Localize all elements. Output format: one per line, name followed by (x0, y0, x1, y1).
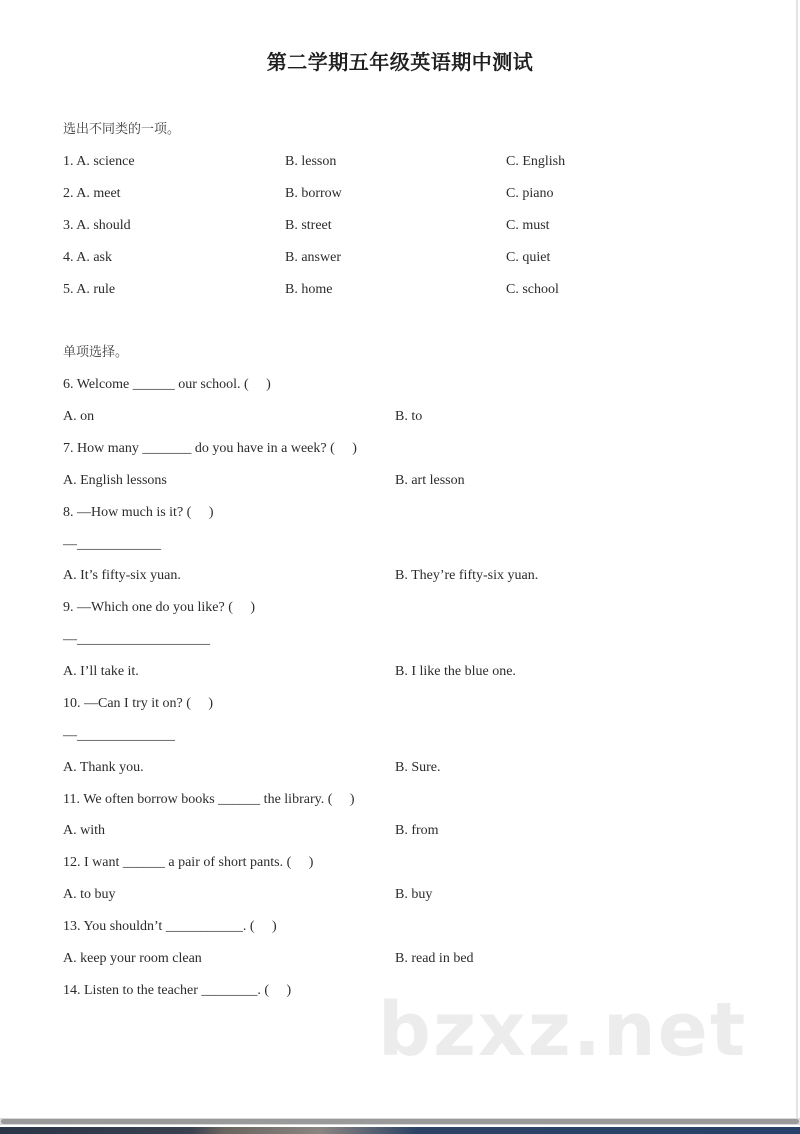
q2-option-b: B. borrow (285, 186, 342, 201)
q6-option-a: A. on (63, 409, 95, 424)
horizontal-scrollbar-thumb[interactable] (1, 1119, 799, 1124)
q7-option-a: A. English lessons (63, 473, 167, 488)
q12-stem: 12. I want ______ a pair of short pants. ( ) (63, 855, 314, 870)
q1-option-c: C. English (506, 154, 566, 169)
q11-option-b: B. from (395, 823, 439, 838)
q5-option-c: C. school (506, 282, 559, 297)
q8-stem: 8. —How much is it? ( ) (63, 505, 214, 520)
q4-option-b: B. answer (285, 250, 341, 265)
q2-option-a: 2. A. meet (63, 186, 121, 201)
q13-stem: 13. You shouldn’t ___________. ( ) (63, 919, 277, 934)
q1-option-a: 1. A. science (63, 154, 135, 169)
q11-stem: 11. We often borrow books ______ the library. ( ) (63, 792, 355, 807)
q10-option-a: A. Thank you. (63, 760, 144, 775)
q5-option-b: B. home (285, 282, 333, 297)
q2-option-c: C. piano (506, 186, 554, 201)
q10-reply-blank: —______________ (63, 728, 175, 743)
q12-option-a: A. to buy (63, 887, 116, 902)
q13-option-b: B. read in bed (395, 951, 474, 966)
q8-reply-blank: —____________ (63, 537, 161, 552)
q10-option-b: B. Sure. (395, 760, 441, 775)
q6-option-b: B. to (395, 409, 423, 424)
q9-stem: 9. —Which one do you like? ( ) (63, 600, 256, 615)
q11-option-a: A. with (63, 823, 105, 838)
section-heading-multiple-choice: 单项选择。 (63, 345, 129, 360)
q9-reply-blank: —___________________ (63, 632, 210, 647)
q3-option-b: B. street (285, 218, 332, 233)
q5-option-a: 5. A. rule (63, 282, 116, 297)
page-title: 第二学期五年级英语期中测试 (266, 50, 534, 74)
q4-option-c: C. quiet (506, 250, 551, 265)
q13-option-a: A. keep your room clean (63, 951, 202, 966)
q12-option-b: B. buy (395, 887, 433, 902)
q7-option-b: B. art lesson (395, 473, 465, 488)
q14-stem: 14. Listen to the teacher ________. ( ) (63, 983, 292, 998)
q7-stem: 7. How many _______ do you have in a week? ( ) (63, 441, 357, 456)
q6-stem: 6. Welcome ______ our school. ( ) (63, 377, 271, 392)
q8-option-a: A. It’s fifty-six yuan. (63, 568, 181, 583)
q9-option-a: A. I’ll take it. (63, 664, 139, 679)
q4-option-a: 4. A. ask (63, 250, 112, 265)
q8-option-b: B. They’re fifty-six yuan. (395, 568, 539, 583)
q3-option-a: 3. A. should (63, 218, 131, 233)
q10-stem: 10. —Can I try it on? ( ) (63, 696, 214, 711)
section-heading-odd-one-out: 选出不同类的一项。 (63, 122, 181, 137)
q9-option-b: B. I like the blue one. (395, 664, 516, 679)
watermark-text: bzxz.net (378, 987, 748, 1073)
q1-option-b: B. lesson (285, 154, 337, 169)
page-right-border (796, 0, 798, 1118)
background-strip (0, 1127, 800, 1134)
q3-option-c: C. must (506, 218, 550, 233)
